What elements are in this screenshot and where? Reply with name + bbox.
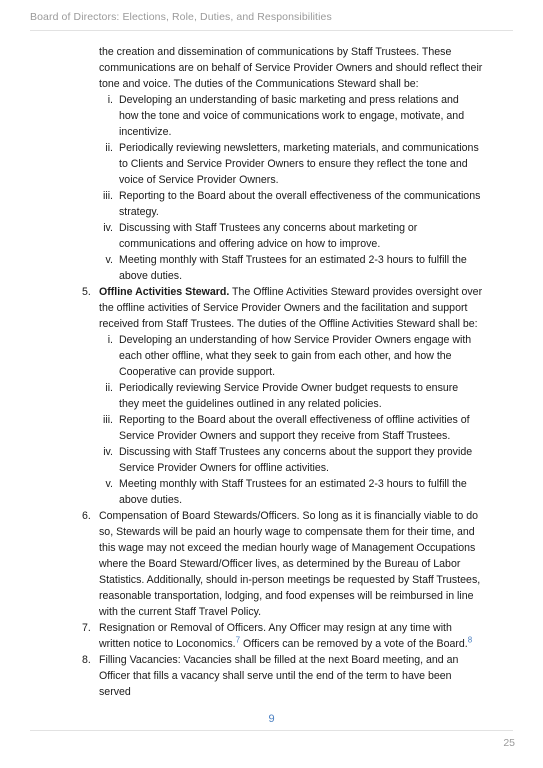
list-numeral: iii. bbox=[102, 414, 113, 426]
list-numeral: ii. bbox=[105, 382, 113, 394]
list-item bbox=[0, 252, 543, 284]
running-header: Board of Directors: Elections, Role, Duties, and Responsibilities bbox=[30, 11, 332, 23]
list-item-text: Periodically reviewing Service Provide Owner budget requests to ensure they meet the guidelines outlined in any related policies. bbox=[119, 382, 459, 410]
list-item bbox=[0, 332, 543, 380]
list-item-text: Meeting monthly with Staff Trustees for an estimated 2-3 hours to fulfill the above duties. bbox=[119, 478, 467, 506]
list-item bbox=[0, 444, 543, 476]
inner-page-number: 9 bbox=[268, 713, 275, 725]
list-item-text: Developing an understanding of basic marketing and press relations and how the tone and voice of communications work to engage, motivate, and incentivize. bbox=[119, 94, 465, 138]
item-text: Officers can be removed by a vote of the Board. bbox=[240, 638, 468, 650]
list-item-text: Reporting to the Board about the overall effectiveness of offline activities of Service Provider Owners and support they receive from Staff Trustees. bbox=[119, 414, 470, 442]
communications-duties-list bbox=[0, 92, 543, 284]
list-item-text: Meeting monthly with Staff Trustees for an estimated 2-3 hours to fulfill the above duties. bbox=[119, 254, 467, 282]
list-item bbox=[0, 92, 543, 140]
list-numeral: v. bbox=[105, 254, 113, 266]
list-numeral: iv. bbox=[103, 222, 113, 234]
footer-divider bbox=[30, 730, 513, 731]
item-number: 7. bbox=[82, 622, 91, 634]
section-item-8 bbox=[0, 652, 543, 700]
list-item bbox=[0, 380, 543, 412]
list-numeral: v. bbox=[105, 478, 113, 490]
footnote-marker[interactable]: 8 bbox=[467, 635, 473, 645]
offline-duties-list bbox=[0, 332, 543, 508]
item-text: Filling Vacancies: Vacancies shall be filled at the next Board meeting, and an Officer that fills a vacancy shall serve until the end of the term to have been served bbox=[99, 654, 459, 698]
list-item bbox=[0, 476, 543, 508]
footnote-marker[interactable]: 7 bbox=[235, 635, 241, 645]
item-number: 8. bbox=[82, 654, 91, 666]
list-item bbox=[0, 188, 543, 220]
header-divider bbox=[30, 30, 513, 31]
section-item-7 bbox=[0, 620, 543, 652]
list-item-text: Discussing with Staff Trustees any concerns about the support they provide Service Provider Owners for offline activities. bbox=[119, 446, 473, 474]
section-item-5 bbox=[0, 284, 543, 332]
list-item bbox=[0, 220, 543, 252]
item-text: Resignation or Removal of Officers. Any Officer may resign at any time with written notice to Loconomics. bbox=[99, 622, 452, 650]
list-item-text: Discussing with Staff Trustees any concerns about marketing or communications and offering advice on how to improve. bbox=[119, 222, 418, 250]
item-number: 6. bbox=[82, 510, 91, 522]
list-item bbox=[0, 140, 543, 188]
item-heading: Offline Activities Steward. bbox=[99, 286, 230, 298]
item-text: The Offline Activities Steward provides oversight over the offline activities of Service Provider Owners and the facilitation and support received from Staff Trustees. The duties of the Offline Activities Steward shall be: bbox=[99, 286, 483, 330]
document-body bbox=[0, 44, 543, 700]
list-numeral: i. bbox=[107, 334, 113, 346]
item-text: Compensation of Board Stewards/Officers. So long as it is financially viable to do so, Stewards will be paid an hourly wage to compensate them for their time, and this wage may not exceed the median hourly wage of Management Occupations where the Board Steward/Officer lives, as determined by the Bureau of Labor Statistics. Additionally, should in-person meetings be requested by Staff Trustees, reasonable transportation, lodging, and food expenses will be reimbursed in line with the current Staff Travel Policy. bbox=[99, 510, 481, 618]
item-number: 5. bbox=[82, 286, 91, 298]
continuation-paragraph: the creation and dissemination of communications by Staff Trustees. These communications are on behalf of Service Provider Owners and should reflect their tone and voice. The duties of the Communications Steward shall be: bbox=[99, 46, 483, 90]
list-item-text: Reporting to the Board about the overall effectiveness of the communications strategy. bbox=[119, 190, 481, 218]
list-item bbox=[0, 412, 543, 444]
list-numeral: i. bbox=[107, 94, 113, 106]
section-item-6 bbox=[0, 508, 543, 620]
list-numeral: ii. bbox=[105, 142, 113, 154]
list-item-text: Periodically reviewing newsletters, marketing materials, and communications to Clients and Service Provider Owners to ensure they reflect the tone and voice of Service Provider Owners. bbox=[119, 142, 479, 186]
list-numeral: iii. bbox=[102, 190, 113, 202]
list-numeral: iv. bbox=[103, 446, 113, 458]
page-number: 25 bbox=[503, 737, 515, 749]
list-item-text: Developing an understanding of how Service Provider Owners engage with each other offline, what they seek to gain from each other, and how the Cooperative can provide support. bbox=[119, 334, 472, 378]
